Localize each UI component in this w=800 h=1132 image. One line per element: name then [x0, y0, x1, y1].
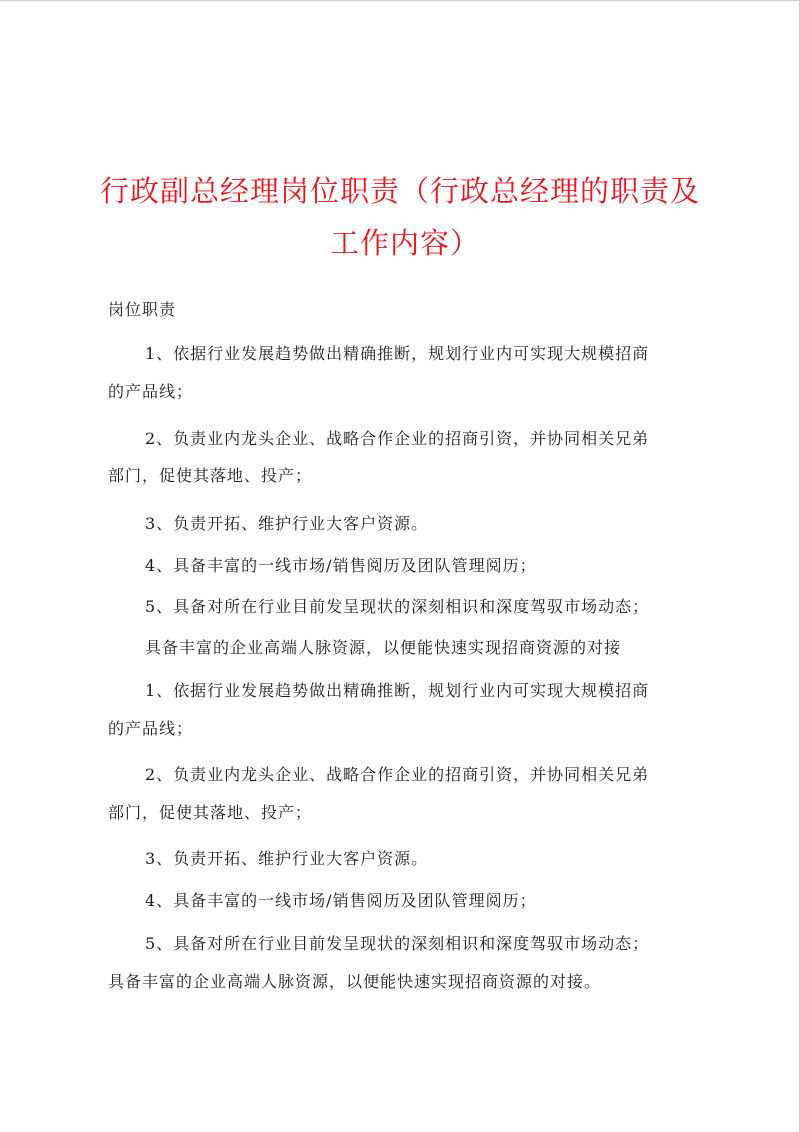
- repeated-duty-line-2-continued: 部门，促使其落地、投产；: [108, 803, 313, 822]
- repeated-duty-line-1: 1、依据行业发展趋势做出精确推断，规划行业内可实现大规模招商: [145, 681, 650, 700]
- section-heading: 岗位职责: [108, 300, 177, 319]
- repeated-duty-line-1-continued: 的产品线；: [108, 719, 194, 738]
- duty-line-1-continued: 的产品线；: [108, 382, 194, 401]
- repeated-duty-line-2: 2、负责业内龙头企业、战略合作企业的招商引资，并协同相关兄弟: [145, 765, 650, 784]
- duty-line-6: 具备丰富的企业高端人脉资源，以便能快速实现招商资源的对接: [145, 638, 622, 657]
- duty-line-2: 2、负责业内龙头企业、战略合作企业的招商引资，并协同相关兄弟: [145, 429, 650, 448]
- duty-line-2-continued: 部门，促使其落地、投产；: [108, 466, 313, 485]
- document-title-line-1: 行政副总经理岗位职责（行政总经理的职责及: [100, 174, 701, 208]
- repeated-duty-line-5: 5、具备对所在行业目前发呈现状的深刻相识和深度驾驭市场动态；: [145, 934, 650, 953]
- document-title-line-2: 工作内容）: [330, 226, 481, 260]
- duty-line-1: 1、依据行业发展趋势做出精确推断，规划行业内可实现大规模招商: [145, 344, 650, 363]
- repeated-duty-line-3: 3、负责开拓、维护行业大客户资源。: [145, 849, 429, 868]
- duty-line-4: 4、具备丰富的一线市场/销售阅历及团队管理阅历；: [145, 556, 537, 575]
- duty-line-5: 5、具备对所在行业目前发呈现状的深刻相识和深度驾驭市场动态；: [145, 597, 650, 616]
- duty-line-3: 3、负责开拓、维护行业大客户资源。: [145, 514, 429, 533]
- repeated-duty-line-4: 4、具备丰富的一线市场/销售阅历及团队管理阅历；: [145, 891, 537, 910]
- repeated-duty-line-6: 具备丰富的企业高端人脉资源，以便能快速实现招商资源的对接。: [108, 972, 602, 991]
